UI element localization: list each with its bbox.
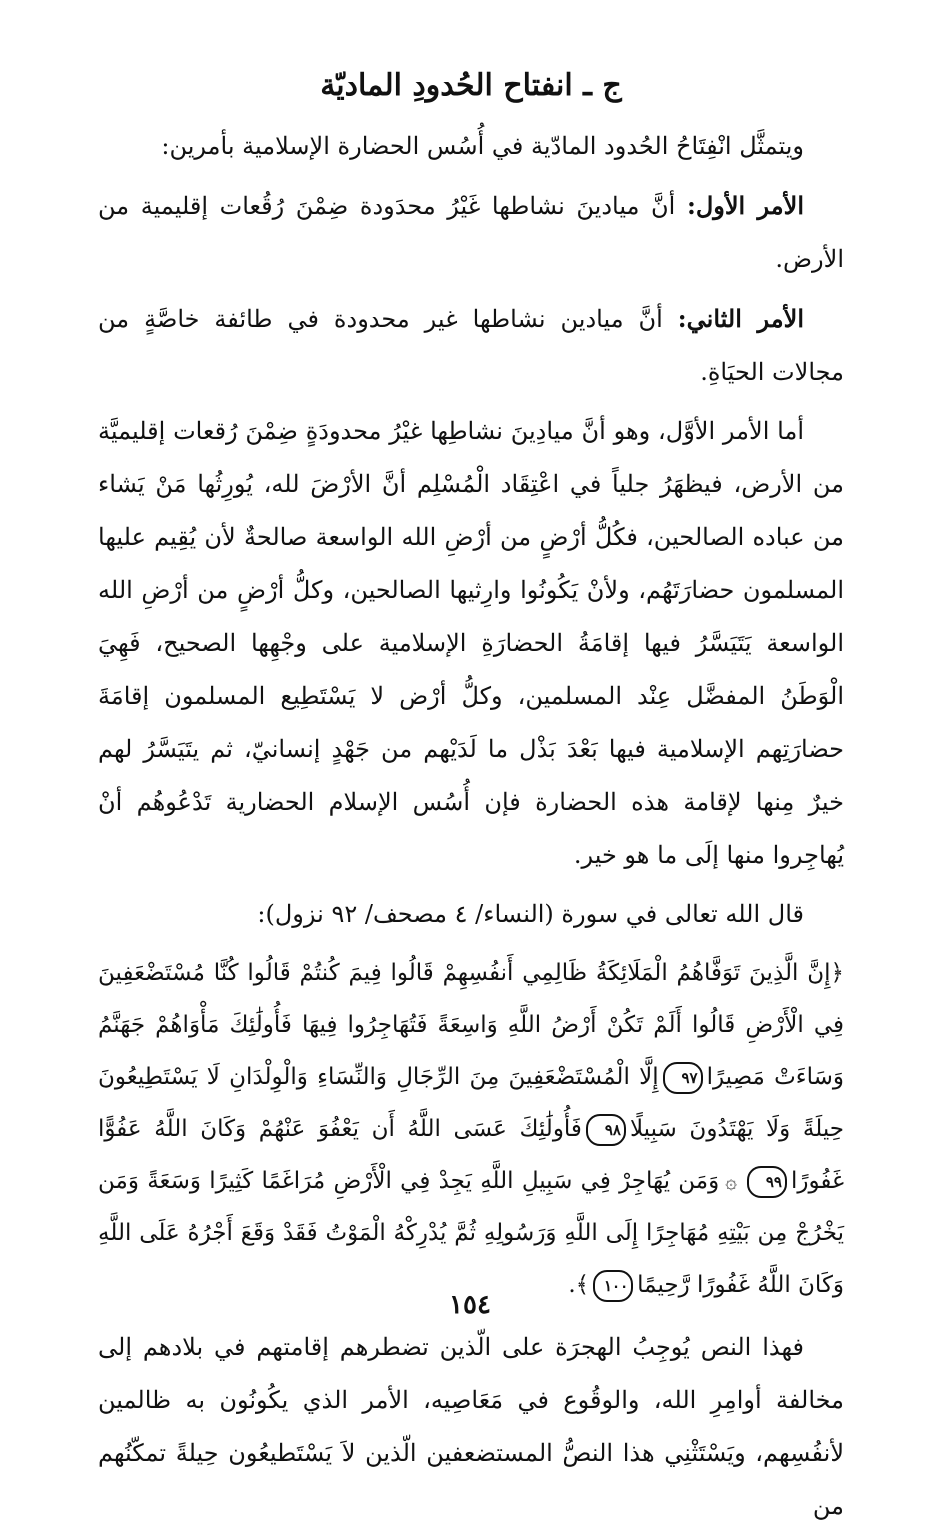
section-heading: ج ـ انفتاح الحُدودِ الماديّة	[320, 68, 622, 103]
second-point-label: الأمر الثاني:	[677, 304, 804, 333]
quote-intro: قال الله تعالى في سورة (النساء/ ٤ مصحف/ ٩٢ نزول):	[257, 900, 804, 928]
first-point-label: الأمر الأول:	[686, 191, 804, 220]
quran-verse	[98, 947, 844, 1311]
ayah-number-98: ٩٨	[586, 1114, 626, 1146]
body-paragraph-2: فهذا النص يُوجِبُ الهجرَة على الّذين تضطرهم إقامتهم في بلادهم إلى مخالفة أوامِرِ الله، والوقُوع في مَعَاصِيه، الأمر الذي يكُونُون به ظالمين لأنفُسِهم، ويَسْتَثْنِي هذا النصُّ المستضعفين الّذين لاَ يَسْتَطيعُون حِيلةً تمكّنُهم من	[98, 1333, 844, 1520]
first-point-text: أنَّ ميادينَ نشاطها غَيْرُ محدَودة ضِمْنَ رُقُعات إقليمية من الأرض.	[98, 192, 844, 273]
verse-part-1: إِنَّ الَّذِينَ تَوَفَّاهُمُ الْمَلَائِكَةُ ظَالِمِي أَنفُسِهِمْ قَالُوا فِيمَ كُنتُمْ قَالُوا كُنَّا مُسْتَضْعَفِينَ فِي الْأَرْضِ قَالُوا أَلَمْ تَكُنْ أَرْضُ اللَّهِ وَاسِعَةً فَتُهَاجِرُوا فِيهَا فَأُولَٰئِكَ مَأْوَاهُمْ جَهَنَّمُ وَسَاءَتْ مَصِيرًا	[98, 960, 844, 1090]
body-paragraph-1: أما الأمر الأوَّل، وهو أنَّ ميادِينَ نشاطِها غيْرُ محدودَةٍ ضِمْنَ رُقعات إقليميَّة من الأرض، فيظهَرُ جلياً في اعْتِقَاد الْمُسْلِم أنَّ الأرْضَ لله، يُورِثُها مَنْ يَشاء من عباده الصالحين، فكُلُّ أرْضٍ من أرْضِ الله الواسعة صالحةٌ لأن يُقِيم عليها المسلمون حضارَتَهُم، ولأنْ يَكُونُوا وارِثيها الصالحين، وكلُّ أرْضٍ من أرْضِ الله الواسعة يَتَيَسَّرُ فيها إقامَةُ الحضارَةِ الإسلامية على وجْهِها الصحيح، فَهِيَ الْوَطَنُ المفضَّل عِنْد المسلمين، وكلُّ أرْض لا يَسْتَطِيع المسلمون إقامَةَ حضارَتِهم الإسلامية فيها بَعْدَ بَذْل ما لَدَيْهم من جَهْدٍ إنسانيّ، ثم يتَيَسَّرُ لهم خيرٌ مِنها لإقامة هذه الحضارة فإن أُسُس الإسلام الحضارية تَدْعُوهُم أنْ يُهاجِروا منها إلَى ما هو خير.	[98, 417, 844, 869]
page-number: ١٥٤	[449, 1290, 491, 1320]
second-point	[98, 292, 844, 399]
verse-part-2: إِلَّا الْمُسْتَضْعَفِينَ مِنَ الرِّجَالِ وَالنِّسَاءِ وَالْوِلْدَانِ لَا يَسْتَطِيعُونَ حِيلَةً وَلَا يَهْتَدُونَ سَبِيلًا	[98, 1064, 845, 1142]
verse-part-4: وَمَن يُهَاجِرْ فِي سَبِيلِ اللَّهِ يَجِدْ فِي الْأَرْضِ مُرَاغَمًا كَثِيرًا وَسَعَةً وَمَن يَخْرُجْ مِن بَيْتِهِ مُهَاجِرًا إِلَى اللَّهِ وَرَسُولِهِ ثُمَّ يُدْرِكْهُ الْمَوْتُ فَقَدْ وَقَعَ أَجْرُهُ عَلَى اللَّهِ وَكَانَ اللَّهُ غَفُورًا رَّحِيمًا	[98, 1168, 844, 1298]
intro-paragraph: ويتمثَّل انْفِتَاحُ الحُدود المادّية في أُسُس الحضارة الإسلامية بأمرين:	[161, 132, 804, 160]
second-point-text: أنَّ ميادين نشاطها غير محدودة في طائفة خاصَّةٍ من مجالات الحيَاةِ.	[98, 305, 844, 386]
ayah-number-97: ٩٧	[663, 1062, 703, 1094]
verse-open-bracket: ﴿	[830, 960, 844, 986]
hizb-star-icon: ۞	[725, 1169, 737, 1193]
verse-close-bracket: ﴾.	[568, 1272, 590, 1298]
ayah-number-100: ١٠٠	[593, 1270, 633, 1302]
first-point	[98, 179, 844, 286]
ayah-number-99: ٩٩	[747, 1166, 787, 1198]
verse-part-3: فَأُولَٰئِكَ عَسَى اللَّهُ أَن يَعْفُوَ عَنْهُمْ وَكَانَ اللَّهُ عَفُوًّا غَفُورًا	[98, 1116, 844, 1194]
